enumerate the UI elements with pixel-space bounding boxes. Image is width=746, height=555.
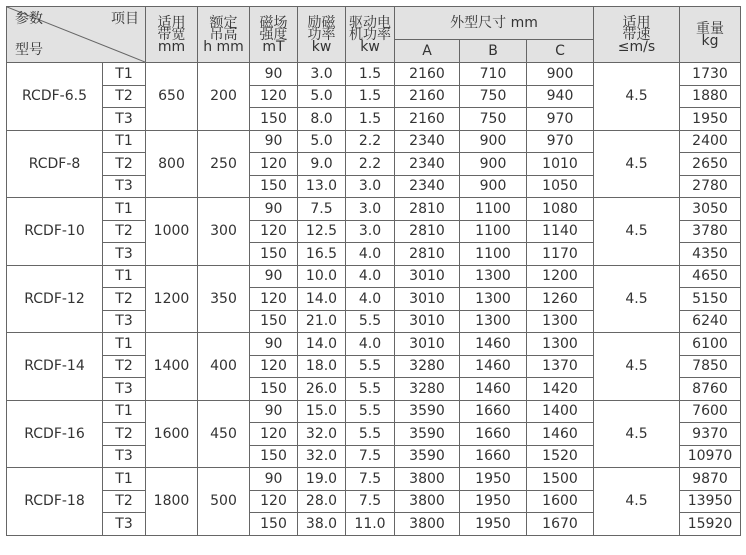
model-cell: RCDF-12 (7, 265, 103, 333)
dim-a-cell: 3800 (395, 490, 460, 513)
dim-a-cell: 3590 (395, 423, 460, 446)
dim-a-cell: 3010 (395, 288, 460, 311)
spec-table (6, 6, 741, 536)
header-field-strength: 磁场 强度 mT (250, 7, 298, 63)
type-cell: T2 (103, 490, 146, 513)
field-strength-cell: 150 (250, 108, 298, 131)
weight-cell: 15920 (680, 513, 741, 536)
header-corner-cell (7, 7, 146, 63)
belt-width-cell: 800 (146, 130, 198, 198)
field-strength-cell: 150 (250, 513, 298, 536)
dim-a-cell: 3010 (395, 265, 460, 288)
field-strength-cell: 150 (250, 445, 298, 468)
dim-c-cell: 1520 (527, 445, 594, 468)
drive-power-cell: 3.0 (346, 220, 395, 243)
dim-a-cell: 3800 (395, 513, 460, 536)
excite-power-cell: 10.0 (298, 265, 346, 288)
belt-width-cell: 1800 (146, 468, 198, 536)
dim-c-cell: 1600 (527, 490, 594, 513)
type-cell: T1 (103, 265, 146, 288)
type-cell: T1 (103, 130, 146, 153)
dim-b-cell: 750 (460, 108, 527, 131)
field-strength-cell: 120 (250, 153, 298, 176)
header-params-label: 参数 (15, 11, 43, 27)
type-cell: T2 (103, 423, 146, 446)
belt-speed-cell: 4.5 (594, 333, 680, 401)
field-strength-cell: 120 (250, 85, 298, 108)
drive-power-cell: 4.0 (346, 265, 395, 288)
dim-c-cell: 970 (527, 130, 594, 153)
weight-cell: 2780 (680, 175, 741, 198)
field-strength-cell: 120 (250, 288, 298, 311)
weight-cell: 2650 (680, 153, 741, 176)
dim-b-cell: 710 (460, 63, 527, 86)
dim-c-cell: 1080 (527, 198, 594, 221)
drive-power-cell: 4.0 (346, 333, 395, 356)
excite-power-cell: 3.0 (298, 63, 346, 86)
lift-height-cell: 250 (198, 130, 250, 198)
drive-power-cell: 5.5 (346, 423, 395, 446)
table-row (7, 265, 741, 288)
field-strength-cell: 90 (250, 333, 298, 356)
dim-c-cell: 1460 (527, 423, 594, 446)
lift-height-cell: 400 (198, 333, 250, 401)
field-strength-cell: 90 (250, 400, 298, 423)
excite-power-cell: 19.0 (298, 468, 346, 491)
excite-power-cell: 38.0 (298, 513, 346, 536)
drive-power-cell: 4.0 (346, 243, 395, 266)
belt-speed-cell: 4.5 (594, 198, 680, 266)
header-excite-power: 励磁 功率 kw (298, 7, 346, 63)
excite-power-cell: 28.0 (298, 490, 346, 513)
dim-b-cell: 900 (460, 175, 527, 198)
weight-cell: 4650 (680, 265, 741, 288)
type-cell: T1 (103, 400, 146, 423)
dim-c-cell: 900 (527, 63, 594, 86)
type-cell: T3 (103, 445, 146, 468)
weight-cell: 7600 (680, 400, 741, 423)
excite-power-cell: 13.0 (298, 175, 346, 198)
field-strength-cell: 90 (250, 130, 298, 153)
dim-a-cell: 3280 (395, 355, 460, 378)
excite-power-cell: 14.0 (298, 333, 346, 356)
field-strength-cell: 90 (250, 198, 298, 221)
excite-power-cell: 16.5 (298, 243, 346, 266)
dim-b-cell: 900 (460, 130, 527, 153)
type-cell: T3 (103, 243, 146, 266)
dim-b-cell: 1950 (460, 513, 527, 536)
type-cell: T3 (103, 378, 146, 401)
type-cell: T2 (103, 355, 146, 378)
header-drive-power: 驱动电 机功率 kw (346, 7, 395, 63)
drive-power-cell: 5.5 (346, 378, 395, 401)
header-model-label: 型号 (15, 42, 43, 58)
field-strength-cell: 120 (250, 355, 298, 378)
dim-c-cell: 1370 (527, 355, 594, 378)
model-cell: RCDF-10 (7, 198, 103, 266)
drive-power-cell: 2.2 (346, 153, 395, 176)
table-row (7, 333, 741, 356)
weight-cell: 6100 (680, 333, 741, 356)
dim-b-cell: 1300 (460, 288, 527, 311)
model-cell: RCDF-14 (7, 333, 103, 401)
excite-power-cell: 26.0 (298, 378, 346, 401)
table-row (7, 130, 741, 153)
dim-a-cell: 3010 (395, 310, 460, 333)
excite-power-cell: 5.0 (298, 85, 346, 108)
table-row (7, 63, 741, 86)
lift-height-cell: 300 (198, 198, 250, 266)
weight-cell: 3050 (680, 198, 741, 221)
dim-b-cell: 1950 (460, 468, 527, 491)
dim-b-cell: 1660 (460, 400, 527, 423)
dim-c-cell: 1010 (527, 153, 594, 176)
field-strength-cell: 90 (250, 468, 298, 491)
weight-cell: 8760 (680, 378, 741, 401)
dim-a-cell: 2810 (395, 220, 460, 243)
belt-speed-cell: 4.5 (594, 400, 680, 468)
dim-a-cell: 3590 (395, 445, 460, 468)
weight-cell: 10970 (680, 445, 741, 468)
dim-b-cell: 1660 (460, 445, 527, 468)
type-cell: T2 (103, 85, 146, 108)
weight-cell: 4350 (680, 243, 741, 266)
excite-power-cell: 32.0 (298, 423, 346, 446)
weight-cell: 1730 (680, 63, 741, 86)
dim-c-cell: 1140 (527, 220, 594, 243)
belt-width-cell: 650 (146, 63, 198, 131)
model-cell: RCDF-6.5 (7, 63, 103, 131)
excite-power-cell: 32.0 (298, 445, 346, 468)
drive-power-cell: 3.0 (346, 175, 395, 198)
dim-a-cell: 2160 (395, 63, 460, 86)
type-cell: T1 (103, 468, 146, 491)
dim-b-cell: 1460 (460, 333, 527, 356)
header-belt-speed: 适用 带速 ≤m/s (594, 7, 680, 63)
weight-cell: 1950 (680, 108, 741, 131)
excite-power-cell: 21.0 (298, 310, 346, 333)
field-strength-cell: 120 (250, 490, 298, 513)
dim-c-cell: 1400 (527, 400, 594, 423)
excite-power-cell: 14.0 (298, 288, 346, 311)
weight-cell: 2400 (680, 130, 741, 153)
dim-a-cell: 3590 (395, 400, 460, 423)
header-dim-b: B (460, 40, 527, 63)
dim-c-cell: 1260 (527, 288, 594, 311)
dim-b-cell: 750 (460, 85, 527, 108)
belt-speed-cell: 4.5 (594, 130, 680, 198)
type-cell: T3 (103, 310, 146, 333)
model-cell: RCDF-16 (7, 400, 103, 468)
belt-speed-cell: 4.5 (594, 265, 680, 333)
dim-b-cell: 900 (460, 153, 527, 176)
drive-power-cell: 7.5 (346, 490, 395, 513)
dim-a-cell: 2340 (395, 130, 460, 153)
table-body (7, 63, 741, 536)
dim-b-cell: 1300 (460, 265, 527, 288)
table-row (7, 400, 741, 423)
field-strength-cell: 120 (250, 423, 298, 446)
dim-b-cell: 1460 (460, 378, 527, 401)
dim-b-cell: 1100 (460, 243, 527, 266)
dim-b-cell: 1460 (460, 355, 527, 378)
dim-a-cell: 2340 (395, 153, 460, 176)
dim-c-cell: 1300 (527, 310, 594, 333)
belt-width-cell: 1400 (146, 333, 198, 401)
weight-cell: 3780 (680, 220, 741, 243)
type-cell: T2 (103, 153, 146, 176)
type-cell: T2 (103, 220, 146, 243)
dim-c-cell: 1500 (527, 468, 594, 491)
drive-power-cell: 5.5 (346, 355, 395, 378)
belt-speed-cell: 4.5 (594, 63, 680, 131)
dim-b-cell: 1300 (460, 310, 527, 333)
model-cell: RCDF-18 (7, 468, 103, 536)
field-strength-cell: 90 (250, 265, 298, 288)
field-strength-cell: 150 (250, 310, 298, 333)
field-strength-cell: 90 (250, 63, 298, 86)
type-cell: T2 (103, 288, 146, 311)
drive-power-cell: 1.5 (346, 85, 395, 108)
drive-power-cell: 11.0 (346, 513, 395, 536)
drive-power-cell: 1.5 (346, 108, 395, 131)
lift-height-cell: 350 (198, 265, 250, 333)
belt-width-cell: 1600 (146, 400, 198, 468)
type-cell: T3 (103, 108, 146, 131)
dim-a-cell: 3800 (395, 468, 460, 491)
dim-b-cell: 1950 (460, 490, 527, 513)
field-strength-cell: 120 (250, 220, 298, 243)
dim-c-cell: 1050 (527, 175, 594, 198)
header-item-label: 项目 (111, 11, 139, 27)
header-weight: 重量 kg (680, 7, 741, 63)
weight-cell: 1880 (680, 85, 741, 108)
excite-power-cell: 5.0 (298, 130, 346, 153)
belt-width-cell: 1200 (146, 265, 198, 333)
weight-cell: 7850 (680, 355, 741, 378)
table-row (7, 198, 741, 221)
weight-cell: 13950 (680, 490, 741, 513)
weight-cell: 9370 (680, 423, 741, 446)
lift-height-cell: 450 (198, 400, 250, 468)
drive-power-cell: 5.5 (346, 310, 395, 333)
type-cell: T3 (103, 175, 146, 198)
type-cell: T3 (103, 513, 146, 536)
table-row (7, 468, 741, 491)
dim-b-cell: 1100 (460, 220, 527, 243)
excite-power-cell: 12.5 (298, 220, 346, 243)
header-lift-height: 额定 吊高 h mm (198, 7, 250, 63)
field-strength-cell: 150 (250, 378, 298, 401)
header-dim-a: A (395, 40, 460, 63)
header-dim-c: C (527, 40, 594, 63)
dim-c-cell: 940 (527, 85, 594, 108)
model-cell: RCDF-8 (7, 130, 103, 198)
excite-power-cell: 8.0 (298, 108, 346, 131)
dim-b-cell: 1660 (460, 423, 527, 446)
dim-c-cell: 970 (527, 108, 594, 131)
field-strength-cell: 150 (250, 243, 298, 266)
drive-power-cell: 5.5 (346, 400, 395, 423)
dim-a-cell: 2160 (395, 108, 460, 131)
drive-power-cell: 3.0 (346, 198, 395, 221)
type-cell: T1 (103, 333, 146, 356)
dim-a-cell: 2810 (395, 243, 460, 266)
dim-a-cell: 3280 (395, 378, 460, 401)
dim-c-cell: 1170 (527, 243, 594, 266)
weight-cell: 5150 (680, 288, 741, 311)
header-dimensions: 外型尺寸 mm (395, 7, 594, 40)
excite-power-cell: 9.0 (298, 153, 346, 176)
dim-c-cell: 1670 (527, 513, 594, 536)
lift-height-cell: 500 (198, 468, 250, 536)
table-header (7, 7, 741, 63)
drive-power-cell: 7.5 (346, 468, 395, 491)
belt-speed-cell: 4.5 (594, 468, 680, 536)
drive-power-cell: 2.2 (346, 130, 395, 153)
dim-c-cell: 1300 (527, 333, 594, 356)
drive-power-cell: 4.0 (346, 288, 395, 311)
type-cell: T1 (103, 198, 146, 221)
dim-a-cell: 2160 (395, 85, 460, 108)
weight-cell: 9870 (680, 468, 741, 491)
header-belt-width: 适用 带宽 mm (146, 7, 198, 63)
excite-power-cell: 7.5 (298, 198, 346, 221)
excite-power-cell: 18.0 (298, 355, 346, 378)
dim-c-cell: 1200 (527, 265, 594, 288)
dim-a-cell: 2810 (395, 198, 460, 221)
dim-a-cell: 3010 (395, 333, 460, 356)
belt-width-cell: 1000 (146, 198, 198, 266)
drive-power-cell: 7.5 (346, 445, 395, 468)
excite-power-cell: 15.0 (298, 400, 346, 423)
type-cell: T1 (103, 63, 146, 86)
weight-cell: 6240 (680, 310, 741, 333)
dim-a-cell: 2340 (395, 175, 460, 198)
dim-b-cell: 1100 (460, 198, 527, 221)
lift-height-cell: 200 (198, 63, 250, 131)
field-strength-cell: 150 (250, 175, 298, 198)
drive-power-cell: 1.5 (346, 63, 395, 86)
dim-c-cell: 1420 (527, 378, 594, 401)
